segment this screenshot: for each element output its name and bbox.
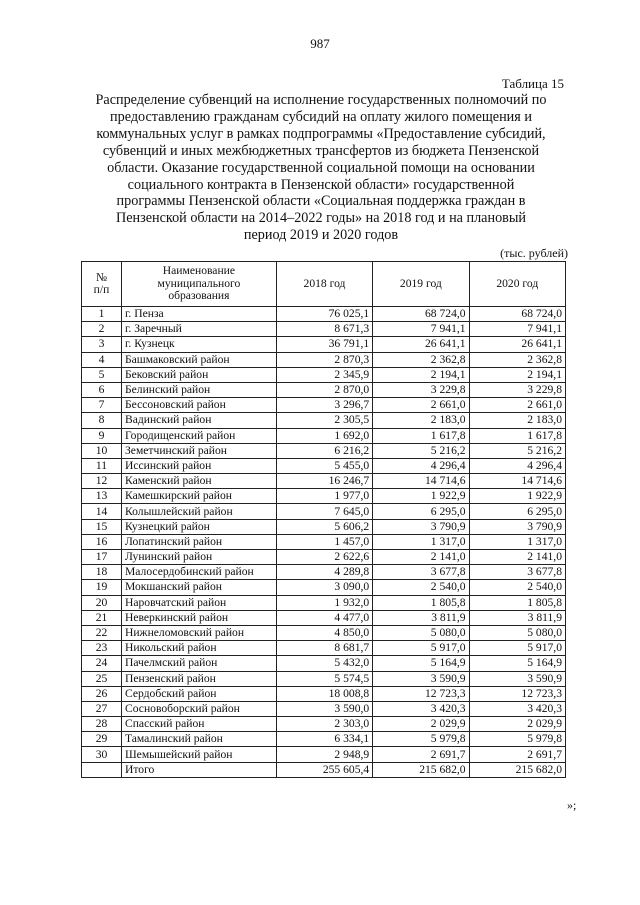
- cell-2020: 7 941,1: [469, 322, 565, 337]
- cell-2018: 5 432,0: [276, 656, 372, 671]
- header-line: муниципального: [157, 276, 241, 290]
- cell-number: 2: [82, 322, 122, 337]
- cell-2019: 7 941,1: [373, 322, 469, 337]
- table-row: [82, 322, 566, 337]
- cell-number: [82, 762, 122, 777]
- cell-municipality: г. Пенза: [121, 307, 276, 322]
- cell-2018: 2 948,9: [276, 747, 372, 762]
- units-label: (тыс. рублей): [500, 246, 568, 260]
- table-row: [82, 625, 566, 640]
- cell-municipality: Кузнецкий район: [121, 519, 276, 534]
- cell-number: 4: [82, 352, 122, 367]
- cell-2020: 1 317,0: [469, 534, 565, 549]
- table-row: [82, 352, 566, 367]
- cell-2020: 68 724,0: [469, 307, 565, 322]
- cell-2020: 4 296,4: [469, 458, 565, 473]
- title-line: Распределение субвенций на исполнение государственных полномочий по: [95, 92, 547, 108]
- table-row: [82, 671, 566, 686]
- table-row: [82, 458, 566, 473]
- cell-number: 14: [82, 504, 122, 519]
- cell-number: 20: [82, 595, 122, 610]
- cell-2020: 2 141,0: [469, 550, 565, 565]
- cell-2019: 3 790,9: [373, 519, 469, 534]
- cell-2019: 3 590,9: [373, 671, 469, 686]
- table-row: [82, 474, 566, 489]
- cell-number: 30: [82, 747, 122, 762]
- closing-quote-mark: »;: [567, 798, 577, 812]
- cell-2019: 2 183,0: [373, 413, 469, 428]
- page-number: 987: [310, 36, 330, 51]
- cell-municipality: Сосновоборский район: [121, 701, 276, 716]
- cell-2019: 68 724,0: [373, 307, 469, 322]
- cell-number: 9: [82, 428, 122, 443]
- cell-2018: 6 334,1: [276, 732, 372, 747]
- cell-municipality: Тамалинский район: [121, 732, 276, 747]
- cell-2018: 76 025,1: [276, 307, 372, 322]
- cell-2018: 2 345,9: [276, 367, 372, 382]
- cell-municipality: Наровчатский район: [121, 595, 276, 610]
- title-line: субвенций и иных межбюджетных трансфертов из бюджета Пензенской: [102, 142, 540, 159]
- cell-municipality: Никольский район: [121, 641, 276, 656]
- cell-2020: 2 691,7: [469, 747, 565, 762]
- cell-number: 1: [82, 307, 122, 322]
- cell-2018: 1 692,0: [276, 428, 372, 443]
- cell-2018: 4 289,8: [276, 565, 372, 580]
- cell-2020: 3 229,8: [469, 382, 565, 397]
- cell-number: 11: [82, 458, 122, 473]
- table-row: [82, 534, 566, 549]
- cell-municipality: Иссинский район: [121, 458, 276, 473]
- title-line: области. Оказание государственной социальной помощи на основании: [107, 159, 535, 176]
- table-row: [82, 382, 566, 397]
- cell-number: 23: [82, 641, 122, 656]
- table-row: [82, 337, 566, 352]
- title-line: социального контракта в Пензенской области» государственной: [127, 176, 515, 193]
- cell-2018: 3 090,0: [276, 580, 372, 595]
- cell-2019: 5 917,0: [373, 641, 469, 656]
- cell-2018: 255 605,4: [276, 762, 372, 777]
- header-line: Наименование: [162, 264, 236, 278]
- document-title: [80, 92, 562, 244]
- table-row: [82, 307, 566, 322]
- cell-municipality: Лопатинский район: [121, 534, 276, 549]
- table-row: [82, 489, 566, 504]
- cell-number: 18: [82, 565, 122, 580]
- cell-2019: 1 617,8: [373, 428, 469, 443]
- cell-2020: 3 790,9: [469, 519, 565, 534]
- cell-2018: 4 850,0: [276, 625, 372, 640]
- cell-2020: 3 420,3: [469, 701, 565, 716]
- cell-2019: 5 164,9: [373, 656, 469, 671]
- cell-municipality: Лунинский район: [121, 550, 276, 565]
- cell-number: 27: [82, 701, 122, 716]
- cell-2020: 5 216,2: [469, 443, 565, 458]
- cell-number: 16: [82, 534, 122, 549]
- table-row: [82, 656, 566, 671]
- cell-number: 25: [82, 671, 122, 686]
- cell-number: 22: [82, 625, 122, 640]
- cell-municipality: Итого: [121, 762, 276, 777]
- cell-number: 21: [82, 610, 122, 625]
- table-row: [82, 428, 566, 443]
- header-municipality: [121, 262, 276, 307]
- table-row: [82, 519, 566, 534]
- cell-municipality: Каменский район: [121, 474, 276, 489]
- cell-number: 8: [82, 413, 122, 428]
- cell-2019: 26 641,1: [373, 337, 469, 352]
- cell-2020: 2 194,1: [469, 367, 565, 382]
- table-row: [82, 565, 566, 580]
- cell-municipality: Мокшанский район: [121, 580, 276, 595]
- cell-number: 24: [82, 656, 122, 671]
- cell-2018: 1 457,0: [276, 534, 372, 549]
- cell-2018: 16 246,7: [276, 474, 372, 489]
- title-line: программы Пензенской области «Социальная поддержка граждан в: [116, 193, 526, 210]
- cell-municipality: Шемышейский район: [121, 747, 276, 762]
- cell-2018: 36 791,1: [276, 337, 372, 352]
- cell-2020: 6 295,0: [469, 504, 565, 519]
- cell-2019: 2 194,1: [373, 367, 469, 382]
- title-line: предоставлению гражданам субсидий на оплату жилого помещения и: [110, 108, 532, 125]
- cell-municipality: Вадинский район: [121, 413, 276, 428]
- cell-2019: 5 979,8: [373, 732, 469, 747]
- cell-municipality: Камешкирский район: [121, 489, 276, 504]
- cell-2019: 1 805,8: [373, 595, 469, 610]
- cell-2020: 1 617,8: [469, 428, 565, 443]
- header-2018: 2018 год: [276, 262, 372, 307]
- cell-2019: 1 317,0: [373, 534, 469, 549]
- cell-2019: 2 540,0: [373, 580, 469, 595]
- cell-number: 7: [82, 398, 122, 413]
- cell-2018: 1 932,0: [276, 595, 372, 610]
- table-total-row: [82, 762, 566, 777]
- cell-2020: 5 080,0: [469, 625, 565, 640]
- cell-2020: 1 805,8: [469, 595, 565, 610]
- cell-number: 19: [82, 580, 122, 595]
- cell-number: 10: [82, 443, 122, 458]
- cell-2018: 2 870,3: [276, 352, 372, 367]
- cell-municipality: г. Кузнецк: [121, 337, 276, 352]
- cell-municipality: Пензенский район: [121, 671, 276, 686]
- cell-2020: 3 811,9: [469, 610, 565, 625]
- cell-municipality: Спасский район: [121, 717, 276, 732]
- data-table: [81, 261, 566, 778]
- cell-number: 5: [82, 367, 122, 382]
- cell-2019: 215 682,0: [373, 762, 469, 777]
- table-row: [82, 550, 566, 565]
- header-number: [82, 262, 122, 307]
- cell-2019: 3 677,8: [373, 565, 469, 580]
- table-row: [82, 443, 566, 458]
- cell-number: 15: [82, 519, 122, 534]
- cell-2019: 5 080,0: [373, 625, 469, 640]
- cell-2020: 5 164,9: [469, 656, 565, 671]
- cell-2018: 5 574,5: [276, 671, 372, 686]
- cell-2020: 2 661,0: [469, 398, 565, 413]
- header-line: образования: [168, 289, 230, 303]
- table-row: [82, 717, 566, 732]
- cell-2018: 2 305,5: [276, 413, 372, 428]
- cell-municipality: Бековский район: [121, 367, 276, 382]
- cell-2019: 2 661,0: [373, 398, 469, 413]
- title-line: коммунальных услуг в рамках подпрограммы «Предоставление субсидий,: [96, 125, 546, 142]
- cell-2020: 14 714,6: [469, 474, 565, 489]
- cell-2019: 1 922,9: [373, 489, 469, 504]
- cell-municipality: Белинский район: [121, 382, 276, 397]
- cell-2019: 6 295,0: [373, 504, 469, 519]
- table-row: [82, 398, 566, 413]
- cell-municipality: Колышлейский район: [121, 504, 276, 519]
- cell-municipality: Малосердобинский район: [121, 565, 276, 580]
- cell-2018: 2 303,0: [276, 717, 372, 732]
- cell-2018: 3 296,7: [276, 398, 372, 413]
- table-row: [82, 595, 566, 610]
- table-row: [82, 747, 566, 762]
- cell-2020: 2 540,0: [469, 580, 565, 595]
- table-row: [82, 732, 566, 747]
- cell-number: 13: [82, 489, 122, 504]
- cell-2020: 5 979,8: [469, 732, 565, 747]
- cell-2018: 5 455,0: [276, 458, 372, 473]
- cell-municipality: Нижнеломовский район: [121, 625, 276, 640]
- cell-2019: 3 420,3: [373, 701, 469, 716]
- cell-number: 26: [82, 686, 122, 701]
- cell-2018: 1 977,0: [276, 489, 372, 504]
- cell-2020: 2 362,8: [469, 352, 565, 367]
- cell-2018: 18 008,8: [276, 686, 372, 701]
- table-row: [82, 580, 566, 595]
- cell-municipality: Городищенский район: [121, 428, 276, 443]
- table-row: [82, 686, 566, 701]
- cell-municipality: Неверкинский район: [121, 610, 276, 625]
- cell-2020: 1 922,9: [469, 489, 565, 504]
- header-line: п/п: [93, 283, 110, 296]
- cell-2018: 7 645,0: [276, 504, 372, 519]
- cell-municipality: Башмаковский район: [121, 352, 276, 367]
- cell-2019: 3 229,8: [373, 382, 469, 397]
- cell-municipality: г. Заречный: [121, 322, 276, 337]
- cell-municipality: Пачелмский район: [121, 656, 276, 671]
- cell-2019: 14 714,6: [373, 474, 469, 489]
- cell-2020: 2 029,9: [469, 717, 565, 732]
- table-row: [82, 701, 566, 716]
- cell-municipality: Бессоновский район: [121, 398, 276, 413]
- header-2020: 2020 год: [469, 262, 565, 307]
- cell-number: 3: [82, 337, 122, 352]
- cell-2019: 12 723,3: [373, 686, 469, 701]
- cell-2019: 2 029,9: [373, 717, 469, 732]
- cell-2018: 8 671,3: [276, 322, 372, 337]
- header-2019: 2019 год: [373, 262, 469, 307]
- cell-2018: 8 681,7: [276, 641, 372, 656]
- table-header-row: [82, 262, 566, 307]
- cell-municipality: Земетчинский район: [121, 443, 276, 458]
- cell-municipality: Сердобский район: [121, 686, 276, 701]
- cell-2018: 2 870,0: [276, 382, 372, 397]
- cell-2019: 2 141,0: [373, 550, 469, 565]
- cell-2019: 5 216,2: [373, 443, 469, 458]
- cell-2019: 2 691,7: [373, 747, 469, 762]
- cell-2020: 2 183,0: [469, 413, 565, 428]
- cell-2018: 6 216,2: [276, 443, 372, 458]
- cell-2018: 2 622,6: [276, 550, 372, 565]
- table-body: [82, 307, 566, 778]
- cell-2019: 4 296,4: [373, 458, 469, 473]
- cell-number: 28: [82, 717, 122, 732]
- cell-2018: 4 477,0: [276, 610, 372, 625]
- table-row: [82, 504, 566, 519]
- cell-2020: 12 723,3: [469, 686, 565, 701]
- table-row: [82, 367, 566, 382]
- table-label: Таблица 15: [501, 76, 564, 91]
- cell-2020: 3 677,8: [469, 565, 565, 580]
- cell-2020: 3 590,9: [469, 671, 565, 686]
- table-row: [82, 610, 566, 625]
- cell-2020: 26 641,1: [469, 337, 565, 352]
- cell-2018: 3 590,0: [276, 701, 372, 716]
- cell-number: 12: [82, 474, 122, 489]
- cell-2018: 5 606,2: [276, 519, 372, 534]
- cell-number: 6: [82, 382, 122, 397]
- title-line: Пензенской области на 2014–2022 годы» на 2018 год и на плановый: [115, 210, 526, 227]
- cell-number: 29: [82, 732, 122, 747]
- cell-2019: 3 811,9: [373, 610, 469, 625]
- table-row: [82, 641, 566, 656]
- cell-number: 17: [82, 550, 122, 565]
- title-line: период 2019 и 2020 годов: [243, 227, 399, 244]
- cell-2020: 5 917,0: [469, 641, 565, 656]
- cell-2020: 215 682,0: [469, 762, 565, 777]
- table-row: [82, 413, 566, 428]
- header-line: №: [95, 270, 108, 284]
- cell-2019: 2 362,8: [373, 352, 469, 367]
